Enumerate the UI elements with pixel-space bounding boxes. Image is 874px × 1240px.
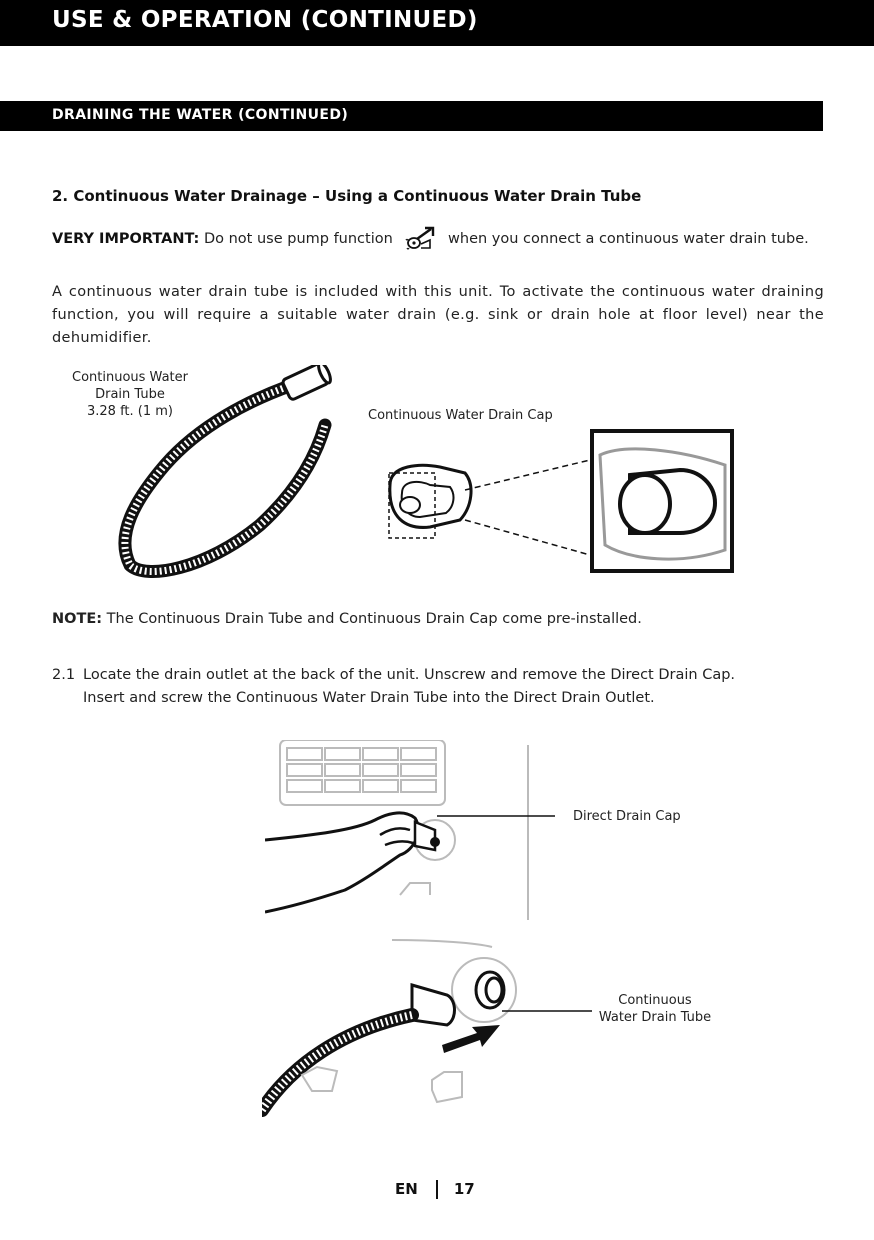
- note-text: The Continuous Drain Tube and Continuous Drain Cap come pre-installed.: [106, 611, 642, 627]
- drain-tube-illustration: [110, 365, 340, 585]
- important-text-before: Do not use pump function: [203, 231, 393, 247]
- direct-drain-cap-label: Direct Drain Cap: [573, 809, 681, 824]
- note-label: NOTE:: [52, 611, 103, 627]
- continuous-tube-label-line2: Water Drain Tube: [598, 1010, 712, 1025]
- insert-tube-illustration: [262, 935, 602, 1125]
- step-line-2: Insert and screw the Continuous Water Drain Tube into the Direct Drain Outlet.: [83, 690, 655, 706]
- section-title: DRAINING THE WATER (CONTINUED): [52, 107, 349, 123]
- remove-cap-illustration: [265, 740, 565, 925]
- page-title: USE & OPERATION (CONTINUED): [52, 7, 478, 33]
- step-number: 2.1: [52, 667, 76, 683]
- intro-paragraph: A continuous water drain tube is included with this unit. To activate the continuous water draining function, you will require a suitable water drain (e.g. sink or drain hole at floor level) near the dehumidifier.: [52, 284, 824, 346]
- page-header-bar: [0, 0, 874, 46]
- important-label: VERY IMPORTANT:: [52, 231, 200, 247]
- tube-label-line2: Drain Tube: [95, 387, 165, 402]
- page-number: 17: [453, 1180, 475, 1198]
- footer-language: EN: [395, 1180, 418, 1198]
- subsection-title: 2. Continuous Water Drainage – Using a Continuous Water Drain Tube: [52, 187, 642, 205]
- drain-cap-illustration: [380, 425, 740, 580]
- important-notice: [52, 226, 822, 252]
- step-body: [83, 664, 823, 710]
- footer-separator: [436, 1180, 438, 1199]
- note-paragraph: [52, 608, 642, 631]
- continuous-tube-label: [590, 992, 720, 1026]
- section-header-bar: [0, 101, 823, 131]
- continuous-tube-label-line1: Continuous: [618, 993, 692, 1008]
- important-text-after: when you connect a continuous water drain tube.: [448, 231, 809, 247]
- page-footer: [395, 1180, 475, 1199]
- pump-function-icon: [403, 226, 437, 252]
- drain-cap-label: Continuous Water Drain Cap: [368, 408, 553, 423]
- tube-label-line1: Continuous Water: [72, 370, 188, 385]
- step-line-1: Locate the drain outlet at the back of the unit. Unscrew and remove the Direct Drain Cap.: [83, 667, 736, 683]
- tube-label-line3: 3.28 ft. (1 m): [87, 404, 173, 419]
